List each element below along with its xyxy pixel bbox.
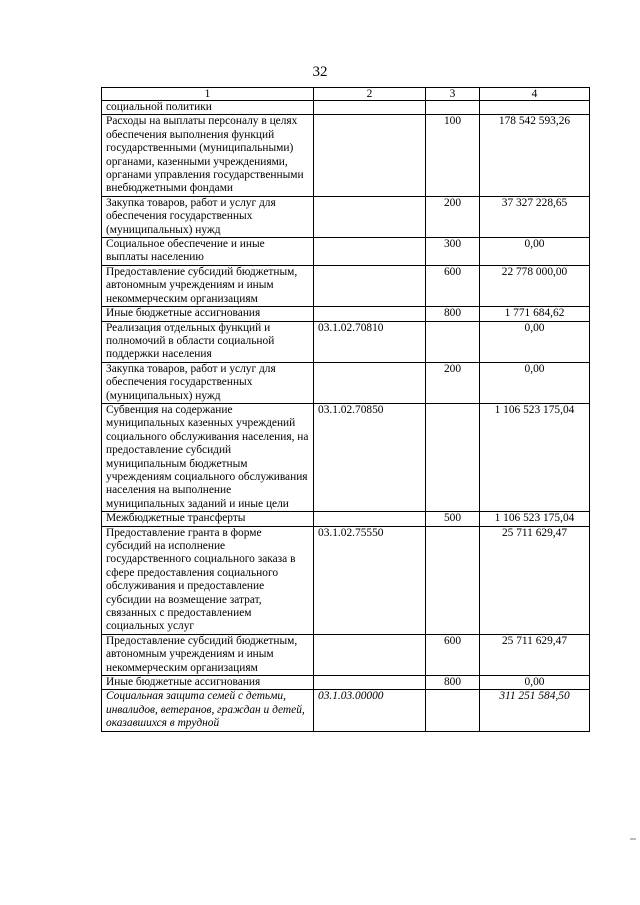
row-code — [314, 307, 426, 321]
row-amount: 37 327 228,65 — [480, 196, 590, 237]
row-name: Субвенция на содержание муниципальных казенных учреждений социального обслуживания населения, на предоставление субсидий муниципальным бюджетным учреждениям социального обслуживания населения на выполнение муниципальных заданий и иные цели — [102, 403, 314, 511]
table-row — [102, 307, 590, 321]
row-type — [426, 526, 480, 634]
row-amount: 25 711 629,47 — [480, 634, 590, 675]
row-name: Иные бюджетные ассигнования — [102, 676, 314, 690]
table-row — [102, 196, 590, 237]
row-name: Иные бюджетные ассигнования — [102, 307, 314, 321]
row-name: Закупка товаров, работ и услуг для обеспечения государственных (муниципальных) нужд — [102, 362, 314, 403]
table-row — [102, 265, 590, 306]
table-row — [102, 101, 590, 115]
row-code — [314, 512, 426, 526]
table-row — [102, 512, 590, 526]
row-type — [426, 403, 480, 511]
page-number: 32 — [312, 64, 328, 80]
row-amount: 0,00 — [480, 321, 590, 362]
row-type: 800 — [426, 307, 480, 321]
row-type — [426, 101, 480, 115]
row-name: Закупка товаров, работ и услуг для обеспечения государственных (муниципальных) нужд — [102, 196, 314, 237]
table-row — [102, 526, 590, 634]
row-code: 03.1.03.00000 — [314, 690, 426, 731]
row-code — [314, 362, 426, 403]
row-amount: 1 106 523 175,04 — [480, 512, 590, 526]
header-col-2: 2 — [314, 88, 426, 101]
row-amount: 178 542 593,26 — [480, 115, 590, 196]
row-amount: 0,00 — [480, 676, 590, 690]
row-name: Расходы на выплаты персоналу в целях обеспечения выполнения функций государственными (муниципальными) органами, казенными учреждениями, органами управления государственными внебюджетными фондами — [102, 115, 314, 196]
row-name: Социальная защита семей с детьми, инвалидов, ветеранов, граждан и детей, оказавшихся в трудной — [102, 690, 314, 731]
row-type — [426, 690, 480, 731]
row-name: Предоставление субсидий бюджетным, автономным учреждениям и иным некоммерческим организациям — [102, 634, 314, 675]
row-name: Предоставление гранта в форме субсидий на исполнение государственного социального заказа в сфере предоставления социального обслуживания и предоставление субсидии на возмещение затрат, связанных с предоставлением социальных услуг — [102, 526, 314, 634]
row-code — [314, 238, 426, 266]
row-name: Предоставление субсидий бюджетным, автономным учреждениям и иным некоммерческим организациям — [102, 265, 314, 306]
row-amount: 0,00 — [480, 238, 590, 266]
table-row — [102, 238, 590, 266]
row-type: 200 — [426, 196, 480, 237]
row-type: 600 — [426, 265, 480, 306]
scan-edge-mark — [630, 838, 636, 840]
table-row-section — [102, 690, 590, 731]
row-code — [314, 101, 426, 115]
row-amount — [480, 101, 590, 115]
table-row — [102, 115, 590, 196]
table-row — [102, 403, 590, 511]
row-amount: 1 771 684,62 — [480, 307, 590, 321]
header-col-4: 4 — [480, 88, 590, 101]
row-code: 03.1.02.70850 — [314, 403, 426, 511]
row-amount: 25 711 629,47 — [480, 526, 590, 634]
row-name: Межбюджетные трансферты — [102, 512, 314, 526]
table-row — [102, 362, 590, 403]
row-type: 300 — [426, 238, 480, 266]
row-name: социальной политики — [102, 101, 314, 115]
row-code — [314, 196, 426, 237]
row-type — [426, 321, 480, 362]
row-code — [314, 115, 426, 196]
row-type: 500 — [426, 512, 480, 526]
header-col-3: 3 — [426, 88, 480, 101]
table-header-row — [102, 88, 590, 101]
row-code: 03.1.02.70810 — [314, 321, 426, 362]
row-code — [314, 634, 426, 675]
table-row — [102, 676, 590, 690]
row-amount: 22 778 000,00 — [480, 265, 590, 306]
header-col-1: 1 — [102, 88, 314, 101]
row-type: 100 — [426, 115, 480, 196]
row-code — [314, 676, 426, 690]
row-name: Реализация отдельных функций и полномочий в области социальной поддержки населения — [102, 321, 314, 362]
budget-table — [101, 87, 590, 732]
row-name: Социальное обеспечение и иные выплаты населению — [102, 238, 314, 266]
row-type: 200 — [426, 362, 480, 403]
row-code — [314, 265, 426, 306]
row-amount: 1 106 523 175,04 — [480, 403, 590, 511]
row-code: 03.1.02.75550 — [314, 526, 426, 634]
row-amount: 0,00 — [480, 362, 590, 403]
table-row — [102, 321, 590, 362]
table-row — [102, 634, 590, 675]
row-amount: 311 251 584,50 — [480, 690, 590, 731]
row-type: 600 — [426, 634, 480, 675]
row-type: 800 — [426, 676, 480, 690]
